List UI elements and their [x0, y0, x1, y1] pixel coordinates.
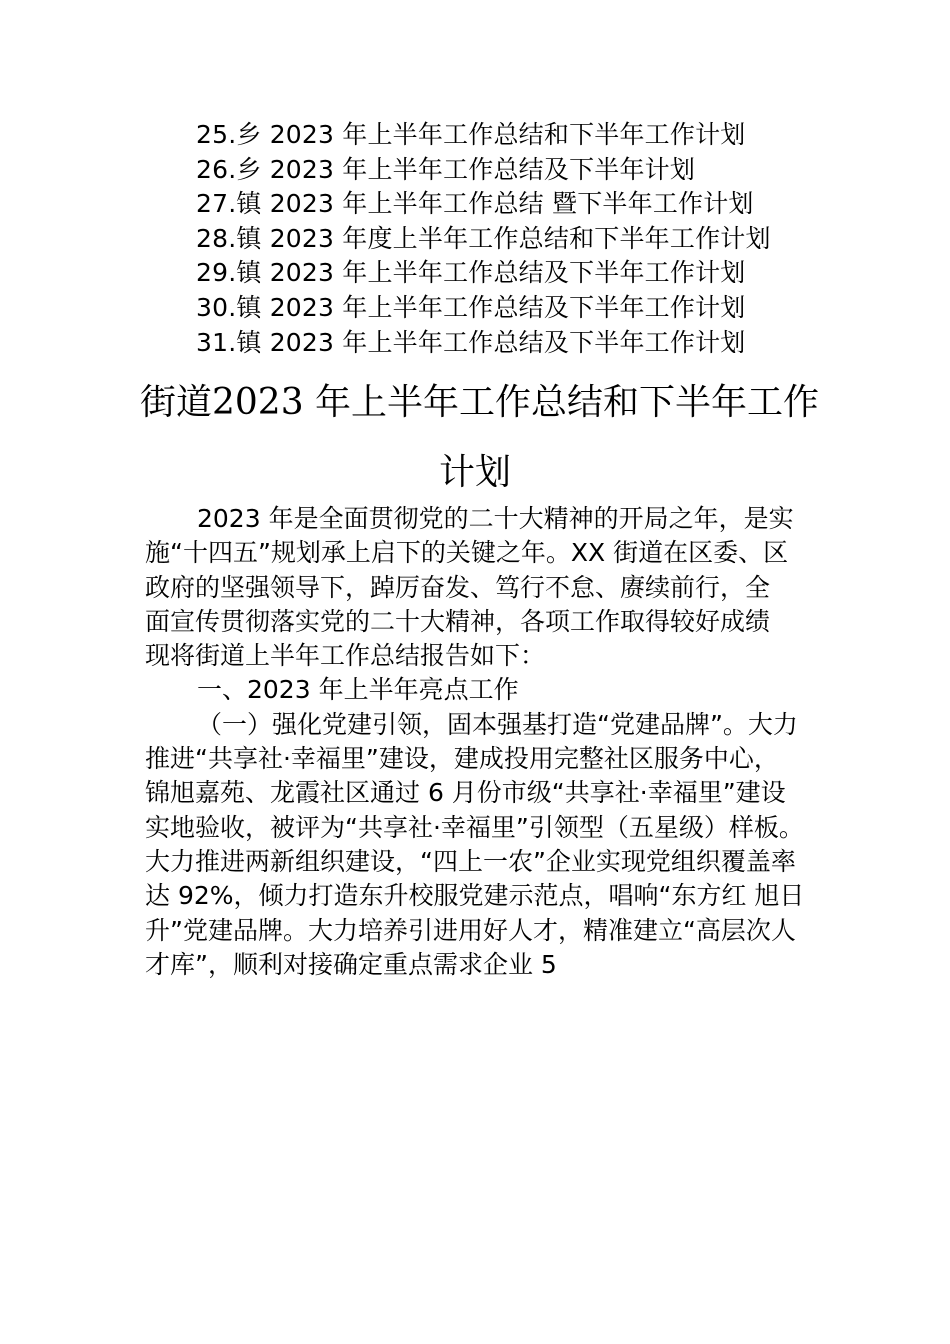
text-line: （一）强化党建引领，固本强基打造“党建品牌”。大力 [197, 709, 798, 739]
text-line: 大力推进两新组织建设，“四上一农”企业实现党组织覆盖率 [145, 846, 796, 876]
toc-item[interactable]: 30.镇 2023 年上半年工作总结及下半年工作计划 [196, 292, 746, 322]
text-line: 面宣传贯彻落实党的二十大精神，各项工作取得较好成绩 [145, 606, 771, 636]
section-heading [145, 673, 815, 707]
text-line: 现将街道上半年工作总结报告如下： [145, 641, 546, 671]
document-body [145, 502, 815, 982]
intro-paragraph [145, 502, 815, 673]
text-line: 施“十四五”规划承上启下的关键之年。XX 街道在区委、区 [145, 538, 789, 568]
toc-item[interactable]: 25.乡 2023 年上半年工作总结和下半年工作计划 [196, 120, 746, 149]
text-line: 才库”，顺利对接确定重点需求企业 5 [145, 949, 557, 979]
text-line: 达 92%，倾力打造东升校服党建示范点，唱响“东方红 旭日 [145, 881, 805, 911]
text-line: 锦旭嘉苑、龙霞社区通过 6 月份市级“共享社·幸福里”建设 [145, 778, 786, 808]
document-title-line-2: 计划 [438, 452, 511, 493]
document-title-line-1: 街道2023 年上半年工作总结和下半年工作 [140, 382, 820, 423]
text-line: 政府的坚强领导下，踔厉奋发、笃行不怠、赓续前行，全 [145, 572, 771, 602]
table-of-contents [196, 118, 771, 360]
toc-item[interactable]: 27.镇 2023 年上半年工作总结 暨下半年工作计划 [196, 189, 754, 219]
toc-item[interactable]: 29.镇 2023 年上半年工作总结及下半年工作计划 [196, 258, 746, 288]
toc-item[interactable]: 28.镇 2023 年度上半年工作总结和下半年工作计划 [196, 223, 771, 253]
toc-item[interactable]: 31.镇 2023 年上半年工作总结及下半年工作计划 [196, 327, 746, 357]
text-line: 推进“共享社·幸福里”建设，建成投用完整社区服务中心， [145, 744, 779, 774]
text-line: 实地验收，被评为“共享社·幸福里”引领型（五星级）样板。 [145, 812, 804, 842]
toc-item[interactable]: 26.乡 2023 年上半年工作总结及下半年计划 [196, 154, 696, 184]
text-line: 升”党建品牌。大力培养引进用好人才，精准建立“高层次人 [145, 915, 796, 945]
section-1-paragraph [145, 708, 815, 982]
text-line: 2023 年是全面贯彻党的二十大精神的开局之年，是实 [197, 504, 794, 533]
section-heading-text: 一、2023 年上半年亮点工作 [197, 675, 519, 705]
